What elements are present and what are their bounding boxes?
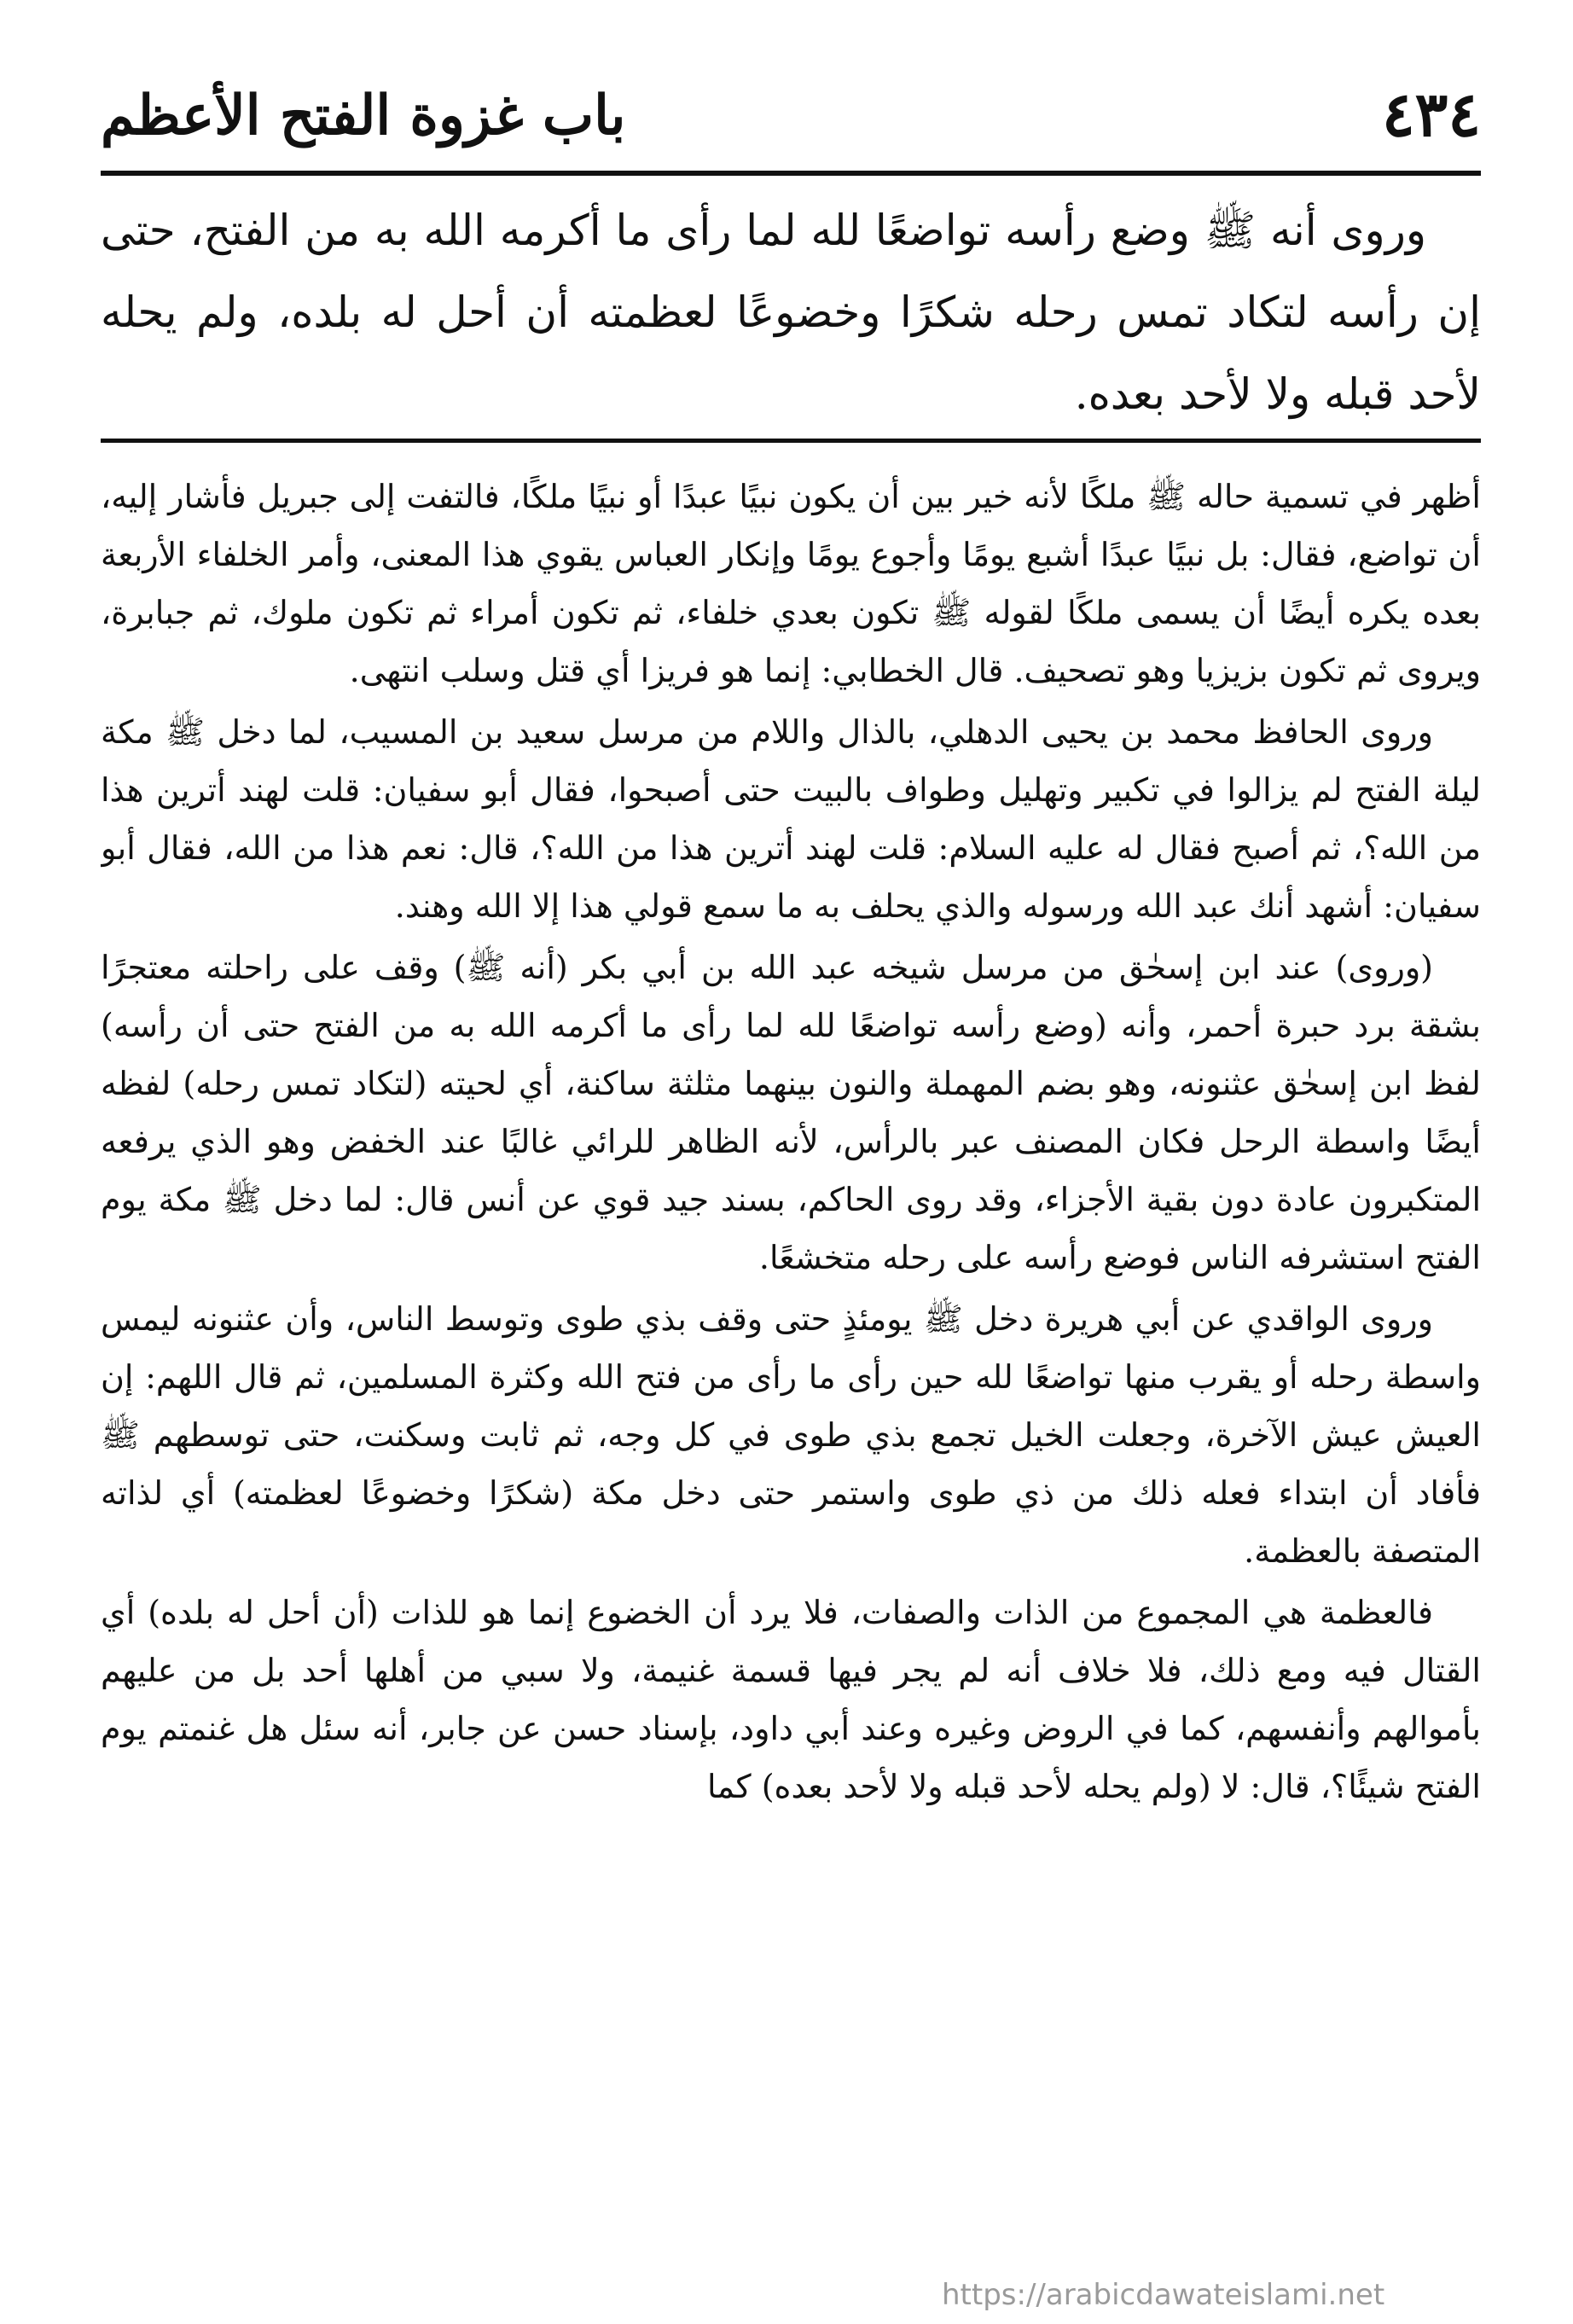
commentary-paragraph: (وروى) عند ابن إسحٰق من مرسل شيخه عبد الله بن أبي بكر (أنه ﷺ) وقف على راحلته معتجرًا بشقة برد حبرة أحمر، وأنه (وضع رأسه تواضعًا لله لما رأى ما أكرمه الله به من الفتح حتى أن رأسه) لفظ ابن إسحٰق عثنونه، وهو بضم المهملة والنون بينهما مثلثة ساكنة، أي لحيته (لتكاد تمس رحله) لفظه أيضًا واسطة الرحل فكان المصنف عبر بالرأس، لأنه الظاهر للرائي غالبًا عند الخفض وهو الذي يرفعه المتكبرون عادة دون بقية الأجزاء، وقد روى الحاكم، بسند جيد قوي عن أنس قال: لما دخل ﷺ مكة يوم الفتح استشرفه الناس فوضع رأسه على رحله متخشعًا. xyxy=(101,949,1481,1276)
commentary-paragraph: وروى الواقدي عن أبي هريرة دخل ﷺ يومئذٍ حتى وقف بذي طوى وتوسط الناس، وأن عثنونه ليمس واسطة رحله أو يقرب منها تواضعًا لله حين رأى ما رأى من فتح الله وكثرة المسلمين، ثم قال اللهم: إن العيش عيش الآخرة، وجعلت الخيل تجمع بذي طوى في كل وجه، ثم ثابت وسكنت، حتى توسطهم ﷺ فأفاد أن ابتداء فعله ذلك من ذي طوى واستمر حتى دخل مكة (شكرًا وخضوعًا لعظمته) أي لذاته المتصفة بالعظمة. xyxy=(101,1300,1481,1570)
main-text-paragraph: وروى أنه ﷺ وضع رأسه تواضعًا لله لما رأى ما أكرمه الله به من الفتح، حتى إن رأسه لتكاد تمس رحله شكرًا وخضوعًا لعظمته أن أحل له بلده، ولم يحله لأحد قبله ولا لأحد بعده. xyxy=(101,206,1481,419)
commentary-paragraph: فالعظمة هي المجموع من الذات والصفات، فلا يرد أن الخضوع إنما هو للذات (أن أحل له بلده) أي القتال فيه ومع ذلك، فلا خلاف أنه لم يجر فيها قسمة غنيمة، ولا سبي من أهلها أحد بل من عليهم بأموالهم وأنفسهم، كما في الروض وغيره وعند أبي داود، بإسناد حسن عن جابر، أنه سئل هل غنمتم يوم الفتح شيئًا؟، قال: لا (ولم يحله لأحد قبله ولا لأحد بعده) كما xyxy=(101,1594,1481,1805)
commentary-text xyxy=(101,468,1481,2268)
text-divider xyxy=(101,439,1481,443)
commentary-paragraph: وروى الحافظ محمد بن يحيى الدهلي، بالذال واللام من مرسل سعيد بن المسيب، لما دخل ﷺ مكة ليلة الفتح لم يزالوا في تكبير وتهليل وطواف بالبيت حتى أصبحوا، فقال أبو سفيان: قلت لهند أترين هذا من الله؟، ثم أصبح فقال له عليه السلام: قلت لهند أترين هذا من الله؟، قال: نعم هذا من الله، فقال أبو سفيان: أشهد أنك عبد الله ورسوله والذي يحلف به ما سمع قولي هذا إلا الله وهند. xyxy=(101,713,1481,925)
commentary-paragraph: أظهر في تسمية حاله ﷺ ملكًا لأنه خير بين أن يكون نبيًا عبدًا أو نبيًا ملكًا، فالتفت إلى جبريل فأشار إليه، أن تواضع، فقال: بل نبيًا عبدًا أشبع يومًا وأجوع يومًا وإنكار العباس يقوي هذا المعنى، وأمر الخلفاء الأربعة بعده يكره أيضًا أن يسمى ملكًا لقوله ﷺ تكون بعدي خلفاء، ثم تكون أمراء ثم تكون ملوك، ثم جبابرة، ويروى ثم تكون بزيزيا وهو تصحيف. قال الخطابي: إنما هو فريزا أي قتل وسلب انتهى. xyxy=(101,478,1481,689)
main-text xyxy=(101,189,1481,435)
site-watermark: https://arabicdawateislami.net xyxy=(942,2278,1385,2312)
header-rule xyxy=(101,171,1481,176)
page-header xyxy=(101,67,1481,162)
page-number: ٤٣٤ xyxy=(1381,78,1481,150)
chapter-title: باب غزوة الفتح الأعظم xyxy=(101,84,626,148)
